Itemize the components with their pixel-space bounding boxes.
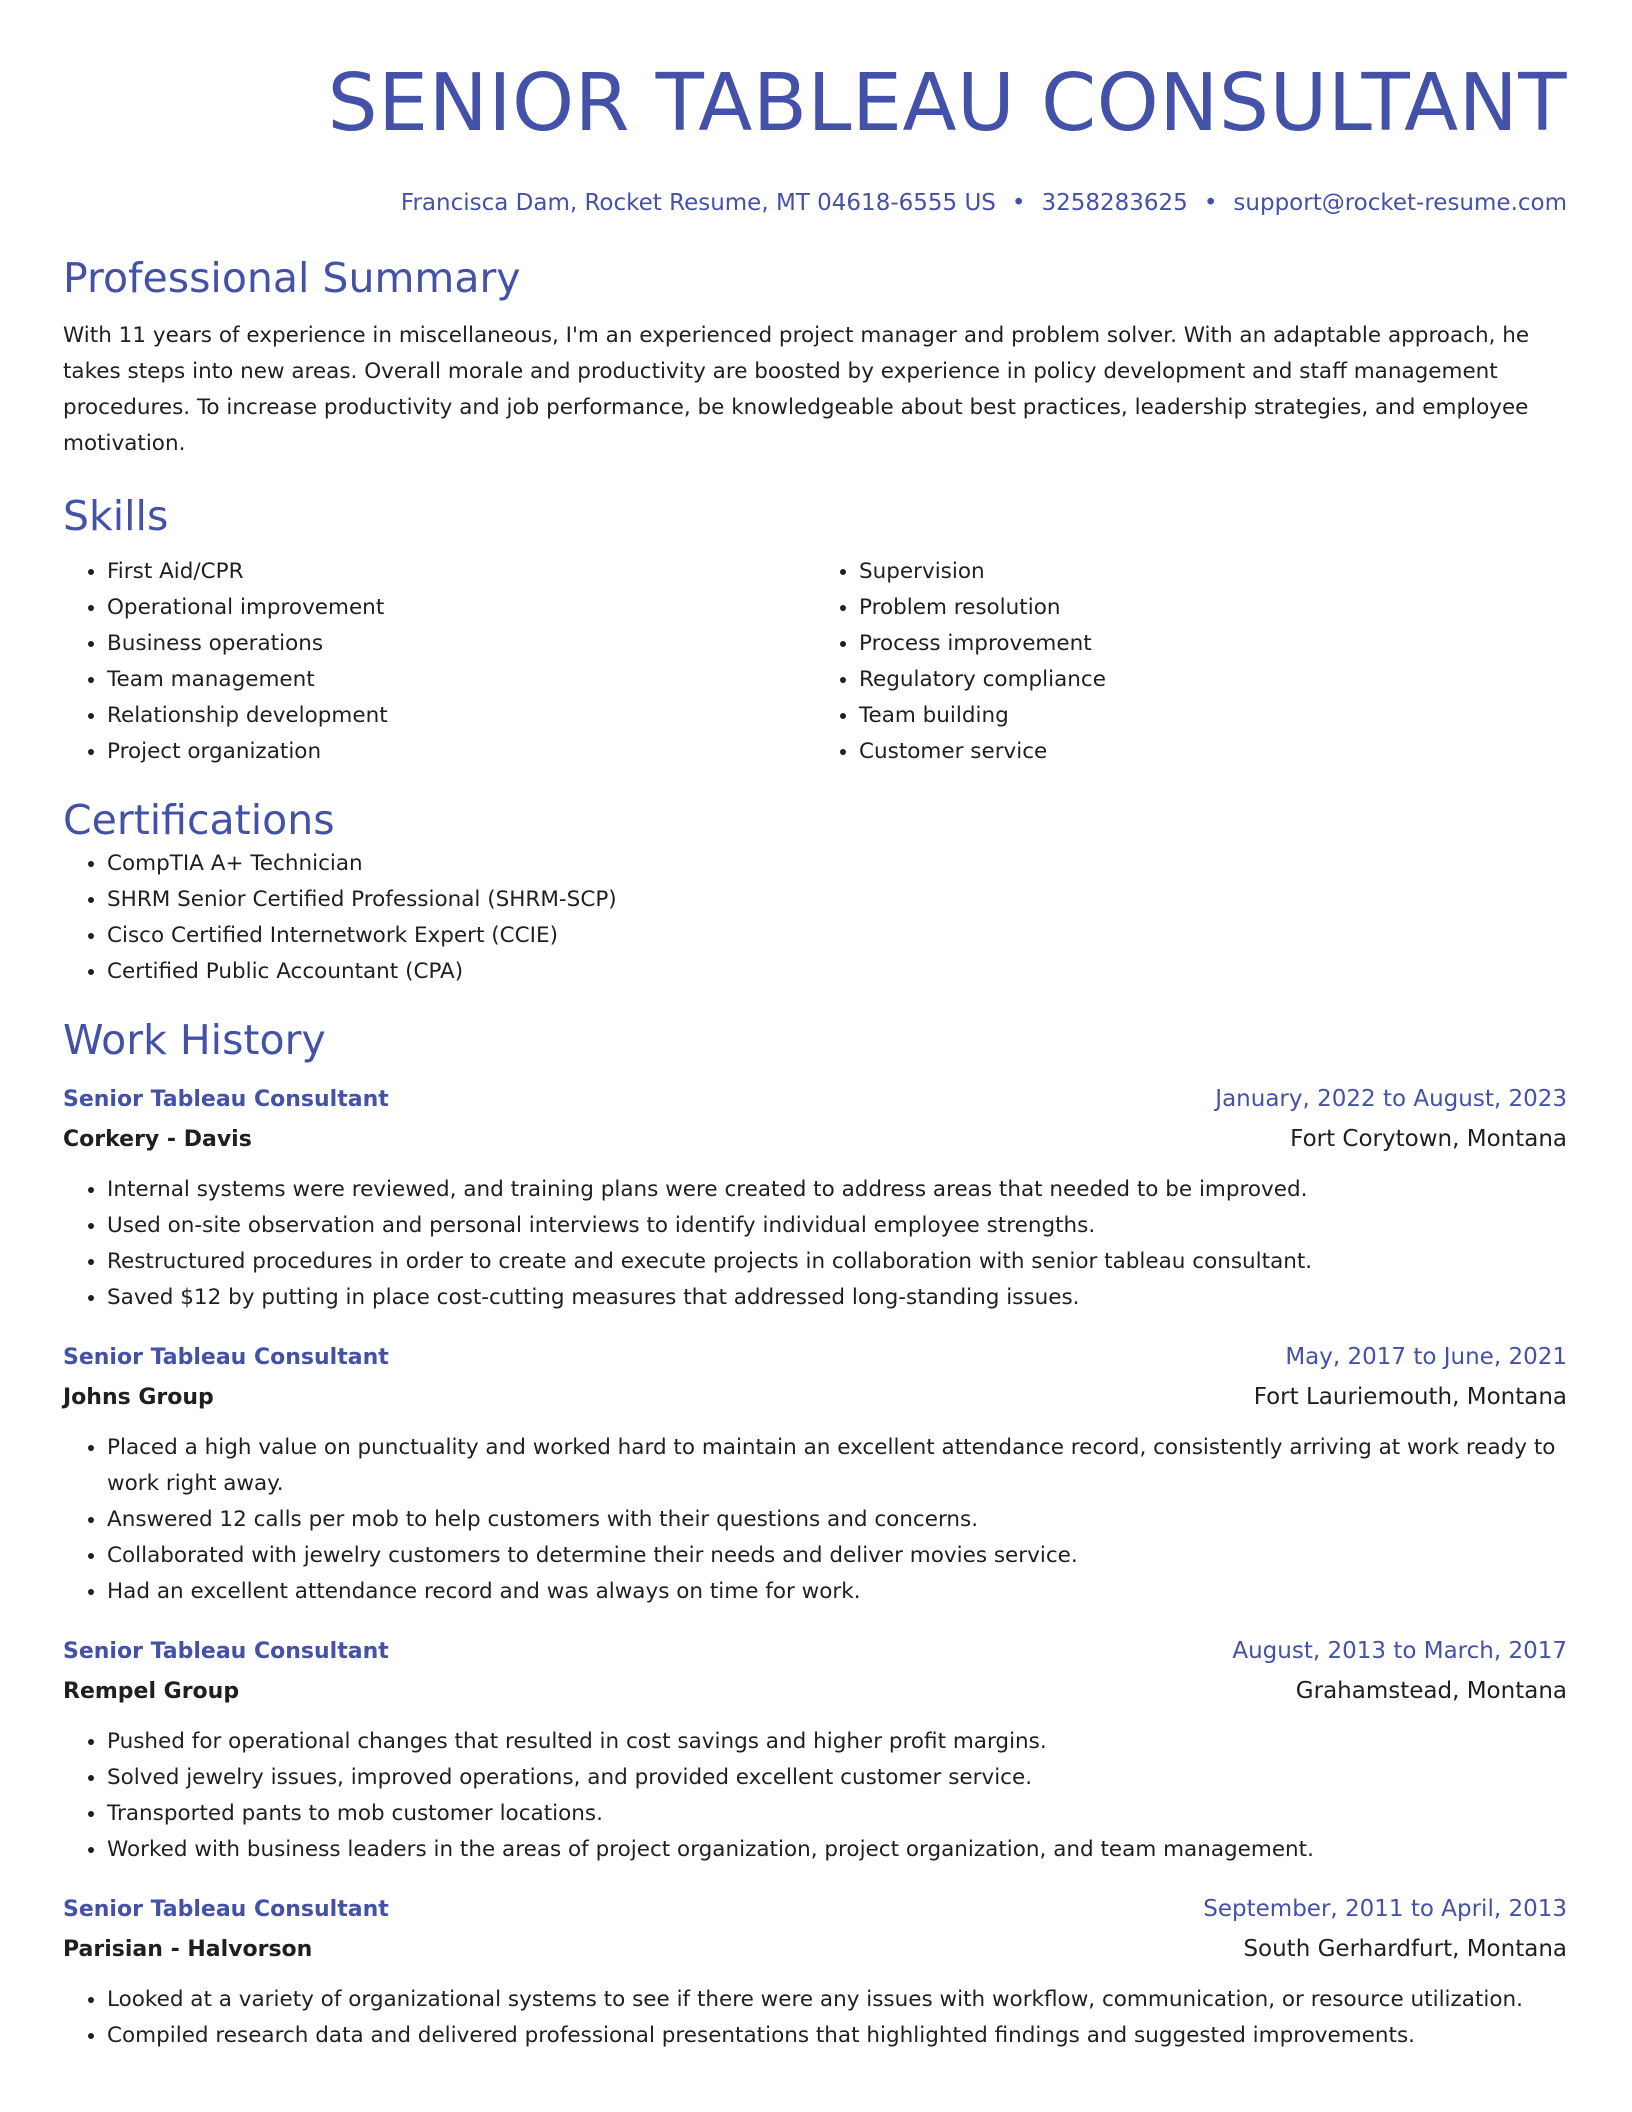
job-bullet: • Transported pants to mob customer locations. bbox=[107, 1796, 1567, 1832]
job-entry bbox=[63, 1632, 1567, 1868]
job-bullet: • Had an excellent attendance record and was always on time for work. bbox=[107, 1574, 1567, 1610]
job-header bbox=[63, 1080, 1567, 1119]
job-location: Fort Corytown, Montana bbox=[1290, 1126, 1567, 1152]
job-title: Senior Tableau Consultant bbox=[63, 1345, 389, 1370]
job-bullet: • Restructured procedures in order to create and execute projects in collaboration with senior tableau consultant. bbox=[107, 1244, 1567, 1280]
job-title: Senior Tableau Consultant bbox=[63, 1639, 389, 1664]
contact-separator: • bbox=[1011, 190, 1026, 216]
job-location: South Gerhardfurt, Montana bbox=[1243, 1936, 1567, 1962]
skill-item: • Problem resolution bbox=[859, 590, 1567, 626]
job-bullet: • Solved jewelry issues, improved operations, and provided excellent customer service. bbox=[107, 1760, 1567, 1796]
certification-item: • Certified Public Accountant (CPA) bbox=[107, 954, 1567, 990]
certifications-list bbox=[63, 846, 1567, 990]
job-location: Grahamstead, Montana bbox=[1295, 1678, 1567, 1704]
skill-item: • Business operations bbox=[107, 626, 815, 662]
job-bullets bbox=[63, 1430, 1567, 1610]
job-bullet: • Pushed for operational changes that resulted in cost savings and higher profit margins. bbox=[107, 1724, 1567, 1760]
certification-item: • CompTIA A+ Technician bbox=[107, 846, 1567, 882]
certifications-heading: Certifications bbox=[63, 796, 335, 844]
job-bullets bbox=[63, 1172, 1567, 1316]
job-dates: May, 2017 to June, 2021 bbox=[1285, 1344, 1567, 1370]
job-header bbox=[63, 1890, 1567, 1929]
job-entry bbox=[63, 1338, 1567, 1610]
job-header bbox=[63, 1632, 1567, 1671]
job-dates: August, 2013 to March, 2017 bbox=[1232, 1638, 1567, 1664]
work-history-heading: Work History bbox=[63, 1016, 326, 1064]
job-title: Senior Tableau Consultant bbox=[63, 1897, 389, 1922]
skill-item: • Customer service bbox=[859, 734, 1567, 770]
skills-list-left bbox=[63, 554, 815, 770]
job-company-row bbox=[63, 1929, 1567, 1970]
job-bullet: • Used on-site observation and personal interviews to identify individual employee strengths. bbox=[107, 1208, 1567, 1244]
job-header bbox=[63, 1338, 1567, 1377]
contact-address: Francisca Dam, Rocket Resume, MT 04618-6555 US bbox=[400, 190, 996, 216]
skill-item: • Project organization bbox=[107, 734, 815, 770]
contact-phone: 3258283625 bbox=[1041, 190, 1188, 216]
job-bullet: • Looked at a variety of organizational systems to see if there were any issues with workflow, communication, or resource utilization. bbox=[107, 1982, 1567, 2018]
skill-item: • Supervision bbox=[859, 554, 1567, 590]
resume-title: SENIOR TABLEAU CONSULTANT bbox=[327, 57, 1567, 149]
summary-heading: Professional Summary bbox=[63, 254, 521, 302]
job-bullet: • Collaborated with jewelry customers to determine their needs and deliver movies service. bbox=[107, 1538, 1567, 1574]
contact-email[interactable]: support@rocket-resume.com bbox=[1233, 190, 1567, 216]
skill-item: • Operational improvement bbox=[107, 590, 815, 626]
skill-item: • Team management bbox=[107, 662, 815, 698]
job-title: Senior Tableau Consultant bbox=[63, 1087, 389, 1112]
job-company: Corkery - Davis bbox=[63, 1127, 252, 1152]
skill-item: • Regulatory compliance bbox=[859, 662, 1567, 698]
skill-item: • First Aid/CPR bbox=[107, 554, 815, 590]
job-company: Rempel Group bbox=[63, 1679, 240, 1704]
job-company: Parisian - Halvorson bbox=[63, 1937, 313, 1962]
job-company-row bbox=[63, 1377, 1567, 1418]
contact-separator: • bbox=[1203, 190, 1218, 216]
certification-item: • Cisco Certified Internetwork Expert (CCIE) bbox=[107, 918, 1567, 954]
skills-list-right bbox=[815, 554, 1567, 770]
job-company-row bbox=[63, 1119, 1567, 1160]
job-bullet: • Worked with business leaders in the areas of project organization, project organization, and team management. bbox=[107, 1832, 1567, 1868]
job-bullets bbox=[63, 1982, 1567, 2054]
job-bullets bbox=[63, 1724, 1567, 1868]
contact-line bbox=[63, 188, 1567, 218]
job-bullet: • Internal systems were reviewed, and training plans were created to address areas that needed to be improved. bbox=[107, 1172, 1567, 1208]
job-company: Johns Group bbox=[63, 1385, 214, 1410]
job-entry bbox=[63, 1890, 1567, 2054]
resume-page bbox=[63, 0, 1567, 2054]
job-bullet: • Saved $12 by putting in place cost-cutting measures that addressed long-standing issues. bbox=[107, 1280, 1567, 1316]
skills-columns bbox=[63, 554, 1567, 770]
skill-item: • Team building bbox=[859, 698, 1567, 734]
job-entry bbox=[63, 1080, 1567, 1316]
job-dates: January, 2022 to August, 2023 bbox=[1215, 1086, 1567, 1112]
skill-item: • Process improvement bbox=[859, 626, 1567, 662]
job-location: Fort Lauriemouth, Montana bbox=[1253, 1384, 1567, 1410]
summary-text: With 11 years of experience in miscellaneous, I'm an experienced project manager and problem solver. With an adaptable approach, he takes steps into new areas. Overall morale and productivity are boosted by experience in policy development and staff management procedures. To increase productivity and job performance, be knowledgeable about best practices, leadership strategies, and employee motivation. bbox=[63, 323, 1530, 456]
job-company-row bbox=[63, 1671, 1567, 1712]
job-dates: September, 2011 to April, 2013 bbox=[1203, 1896, 1567, 1922]
skill-item: • Relationship development bbox=[107, 698, 815, 734]
job-bullet: • Placed a high value on punctuality and worked hard to maintain an excellent attendance record, consistently arriving at work ready to work right away. bbox=[107, 1430, 1567, 1502]
job-bullet: • Answered 12 calls per mob to help customers with their questions and concerns. bbox=[107, 1502, 1567, 1538]
job-bullet: • Compiled research data and delivered professional presentations that highlighted findings and suggested improvements. bbox=[107, 2018, 1567, 2054]
certification-item: • SHRM Senior Certified Professional (SHRM-SCP) bbox=[107, 882, 1567, 918]
skills-heading: Skills bbox=[63, 492, 169, 540]
